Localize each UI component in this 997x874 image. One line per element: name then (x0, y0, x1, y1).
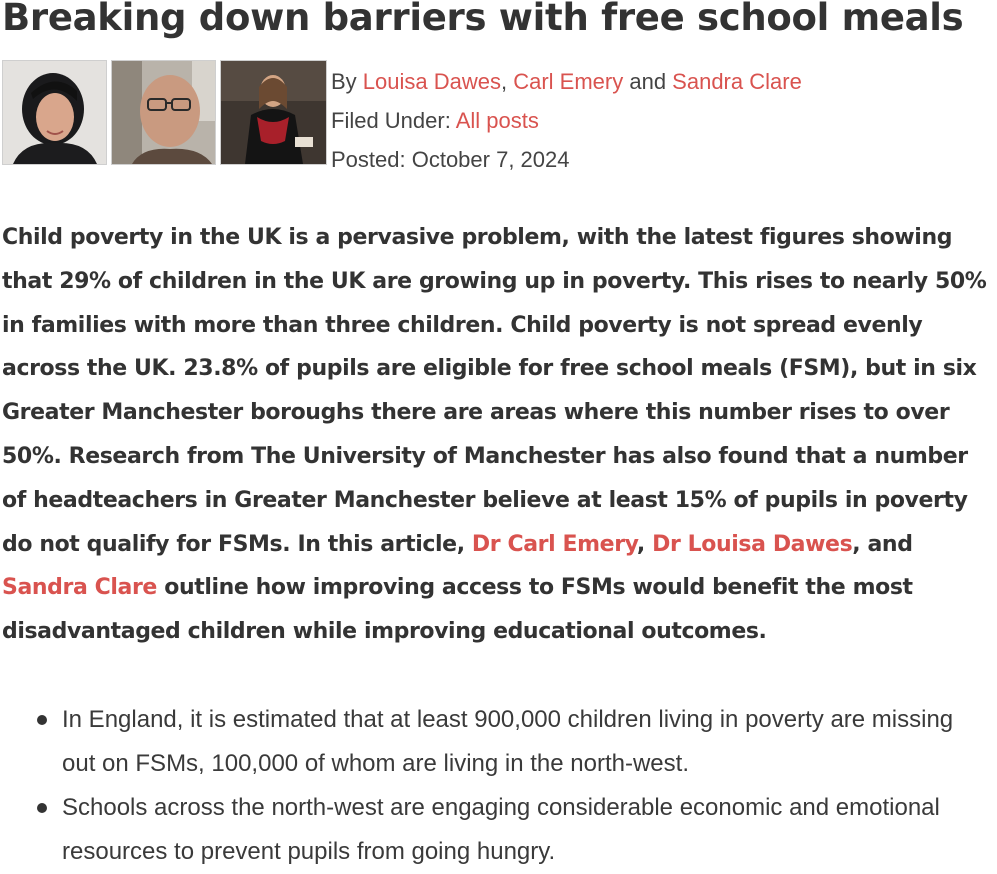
list-item: In England, it is estimated that at least 900,000 children living in poverty are missing out on FSMs, 100,000 of whom are living in the north-west. (62, 698, 982, 786)
byline (331, 62, 802, 101)
avatar-carl-emery[interactable] (111, 60, 216, 165)
filed-under (331, 101, 802, 140)
category-link[interactable]: All posts (455, 108, 539, 133)
link-dr-louisa-dawes[interactable]: Dr Louisa Dawes (652, 531, 853, 557)
by-label: By (331, 69, 363, 94)
posted-label: Posted: (331, 147, 412, 172)
link-dr-carl-emery[interactable]: Dr Carl Emery (471, 531, 637, 557)
byline-and: and (623, 69, 673, 94)
posted-date-value: October 7, 2024 (411, 147, 570, 172)
intro-separator-1: , (636, 531, 653, 557)
author-link-carl-emery[interactable]: Carl Emery (513, 69, 624, 94)
filed-under-label: Filed Under: (331, 108, 456, 133)
avatar-sandra-clare[interactable] (220, 60, 327, 165)
author-link-louisa-dawes[interactable]: Louisa Dawes (362, 69, 501, 94)
key-points-list (62, 698, 982, 874)
list-item: Schools across the north-west are engaging considerable economic and emotional resources to prevent pupils from going hungry. (62, 786, 982, 874)
link-sandra-clare[interactable]: Sandra Clare (2, 575, 157, 601)
intro-text-start: Child poverty in the UK is a pervasive problem, with the latest figures showing that 29% of children in the UK are growing up in poverty. This rises to nearly 50% in families with more than three children. Child poverty is not spread evenly across the UK. 23.8% of pupils are eligible for free school meals (FSM), but in six Greater Manchester boroughs there are areas where this number rises to over 50%. Research from The University of Manchester has also found that a number of headteachers in Greater Manchester believe at least 15% of pupils in poverty do not qualify for FSMs. In this article, (2, 225, 987, 557)
posted-date (331, 140, 802, 179)
author-link-sandra-clare[interactable]: Sandra Clare (672, 69, 802, 94)
intro-paragraph (2, 216, 994, 654)
avatar-louisa-dawes[interactable] (2, 60, 107, 165)
article-title: Breaking down barriers with free school meals (2, 0, 964, 39)
intro-text-end: outline how improving access to FSMs would benefit the most disadvantaged children while improving educational outcomes. (2, 575, 913, 645)
byline-separator: , (500, 69, 514, 94)
intro-separator-2: , and (852, 531, 913, 557)
post-meta (331, 62, 802, 179)
